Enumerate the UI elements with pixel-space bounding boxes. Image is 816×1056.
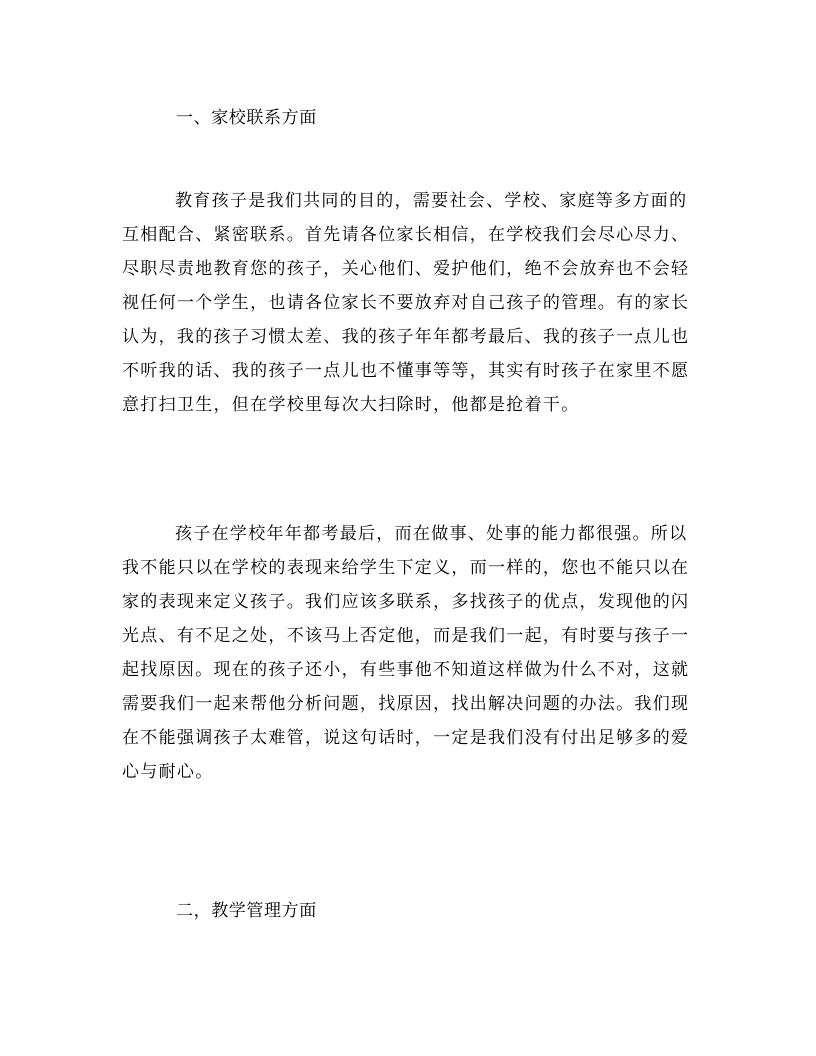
paragraph-line: 互相配合、紧密联系。首先请各位家长相信，在学校我们会尽心尽力、	[122, 225, 690, 245]
paragraph-line: 认为，我的孩子习惯太差、我的孩子年年都考最后、我的孩子一点儿也	[122, 327, 690, 347]
paragraph-line: 心与耐心。	[122, 762, 214, 782]
section-heading-teaching-management: 二，教学管理方面	[176, 901, 317, 921]
paragraph-line: 孩子在学校年年都考最后，而在做事、处事的能力都很强。所以	[175, 524, 688, 544]
paragraph-line: 需要我们一起来帮他分析问题，找原因，找出解决问题的办法。我们现	[122, 694, 690, 714]
paragraph-line: 尽职尽责地教育您的孩子，关心他们、爱护他们，绝不会放弃也不会轻	[122, 259, 690, 279]
paragraph-line: 起找原因。现在的孩子还小，有些事他不知道这样做为什么不对，这就	[122, 660, 690, 680]
section-heading-home-school-contact: 一、家校联系方面	[176, 108, 317, 128]
paragraph-line: 我不能只以在学校的表现来给学生下定义，而一样的，您也不能只以在	[122, 558, 690, 578]
paragraph-line: 视任何一个学生，也请各位家长不要放弃对自己孩子的管理。有的家长	[122, 293, 690, 313]
paragraph-line: 光点、有不足之处，不该马上否定他，而是我们一起，有时要与孩子一	[122, 626, 690, 646]
paragraph-line: 不听我的话、我的孩子一点儿也不懂事等等，其实有时孩子在家里不愿	[122, 361, 690, 381]
paragraph-line: 在不能强调孩子太难管，说这句话时，一定是我们没有付出足够多的爱	[122, 728, 690, 748]
paragraph-line: 教育孩子是我们共同的目的，需要社会、学校、家庭等多方面的	[175, 191, 688, 211]
paragraph-line: 意打扫卫生，但在学校里每次大扫除时，他都是抢着干。	[122, 395, 580, 415]
paragraph-line: 家的表现来定义孩子。我们应该多联系，多找孩子的优点，发现他的闪	[122, 592, 690, 612]
